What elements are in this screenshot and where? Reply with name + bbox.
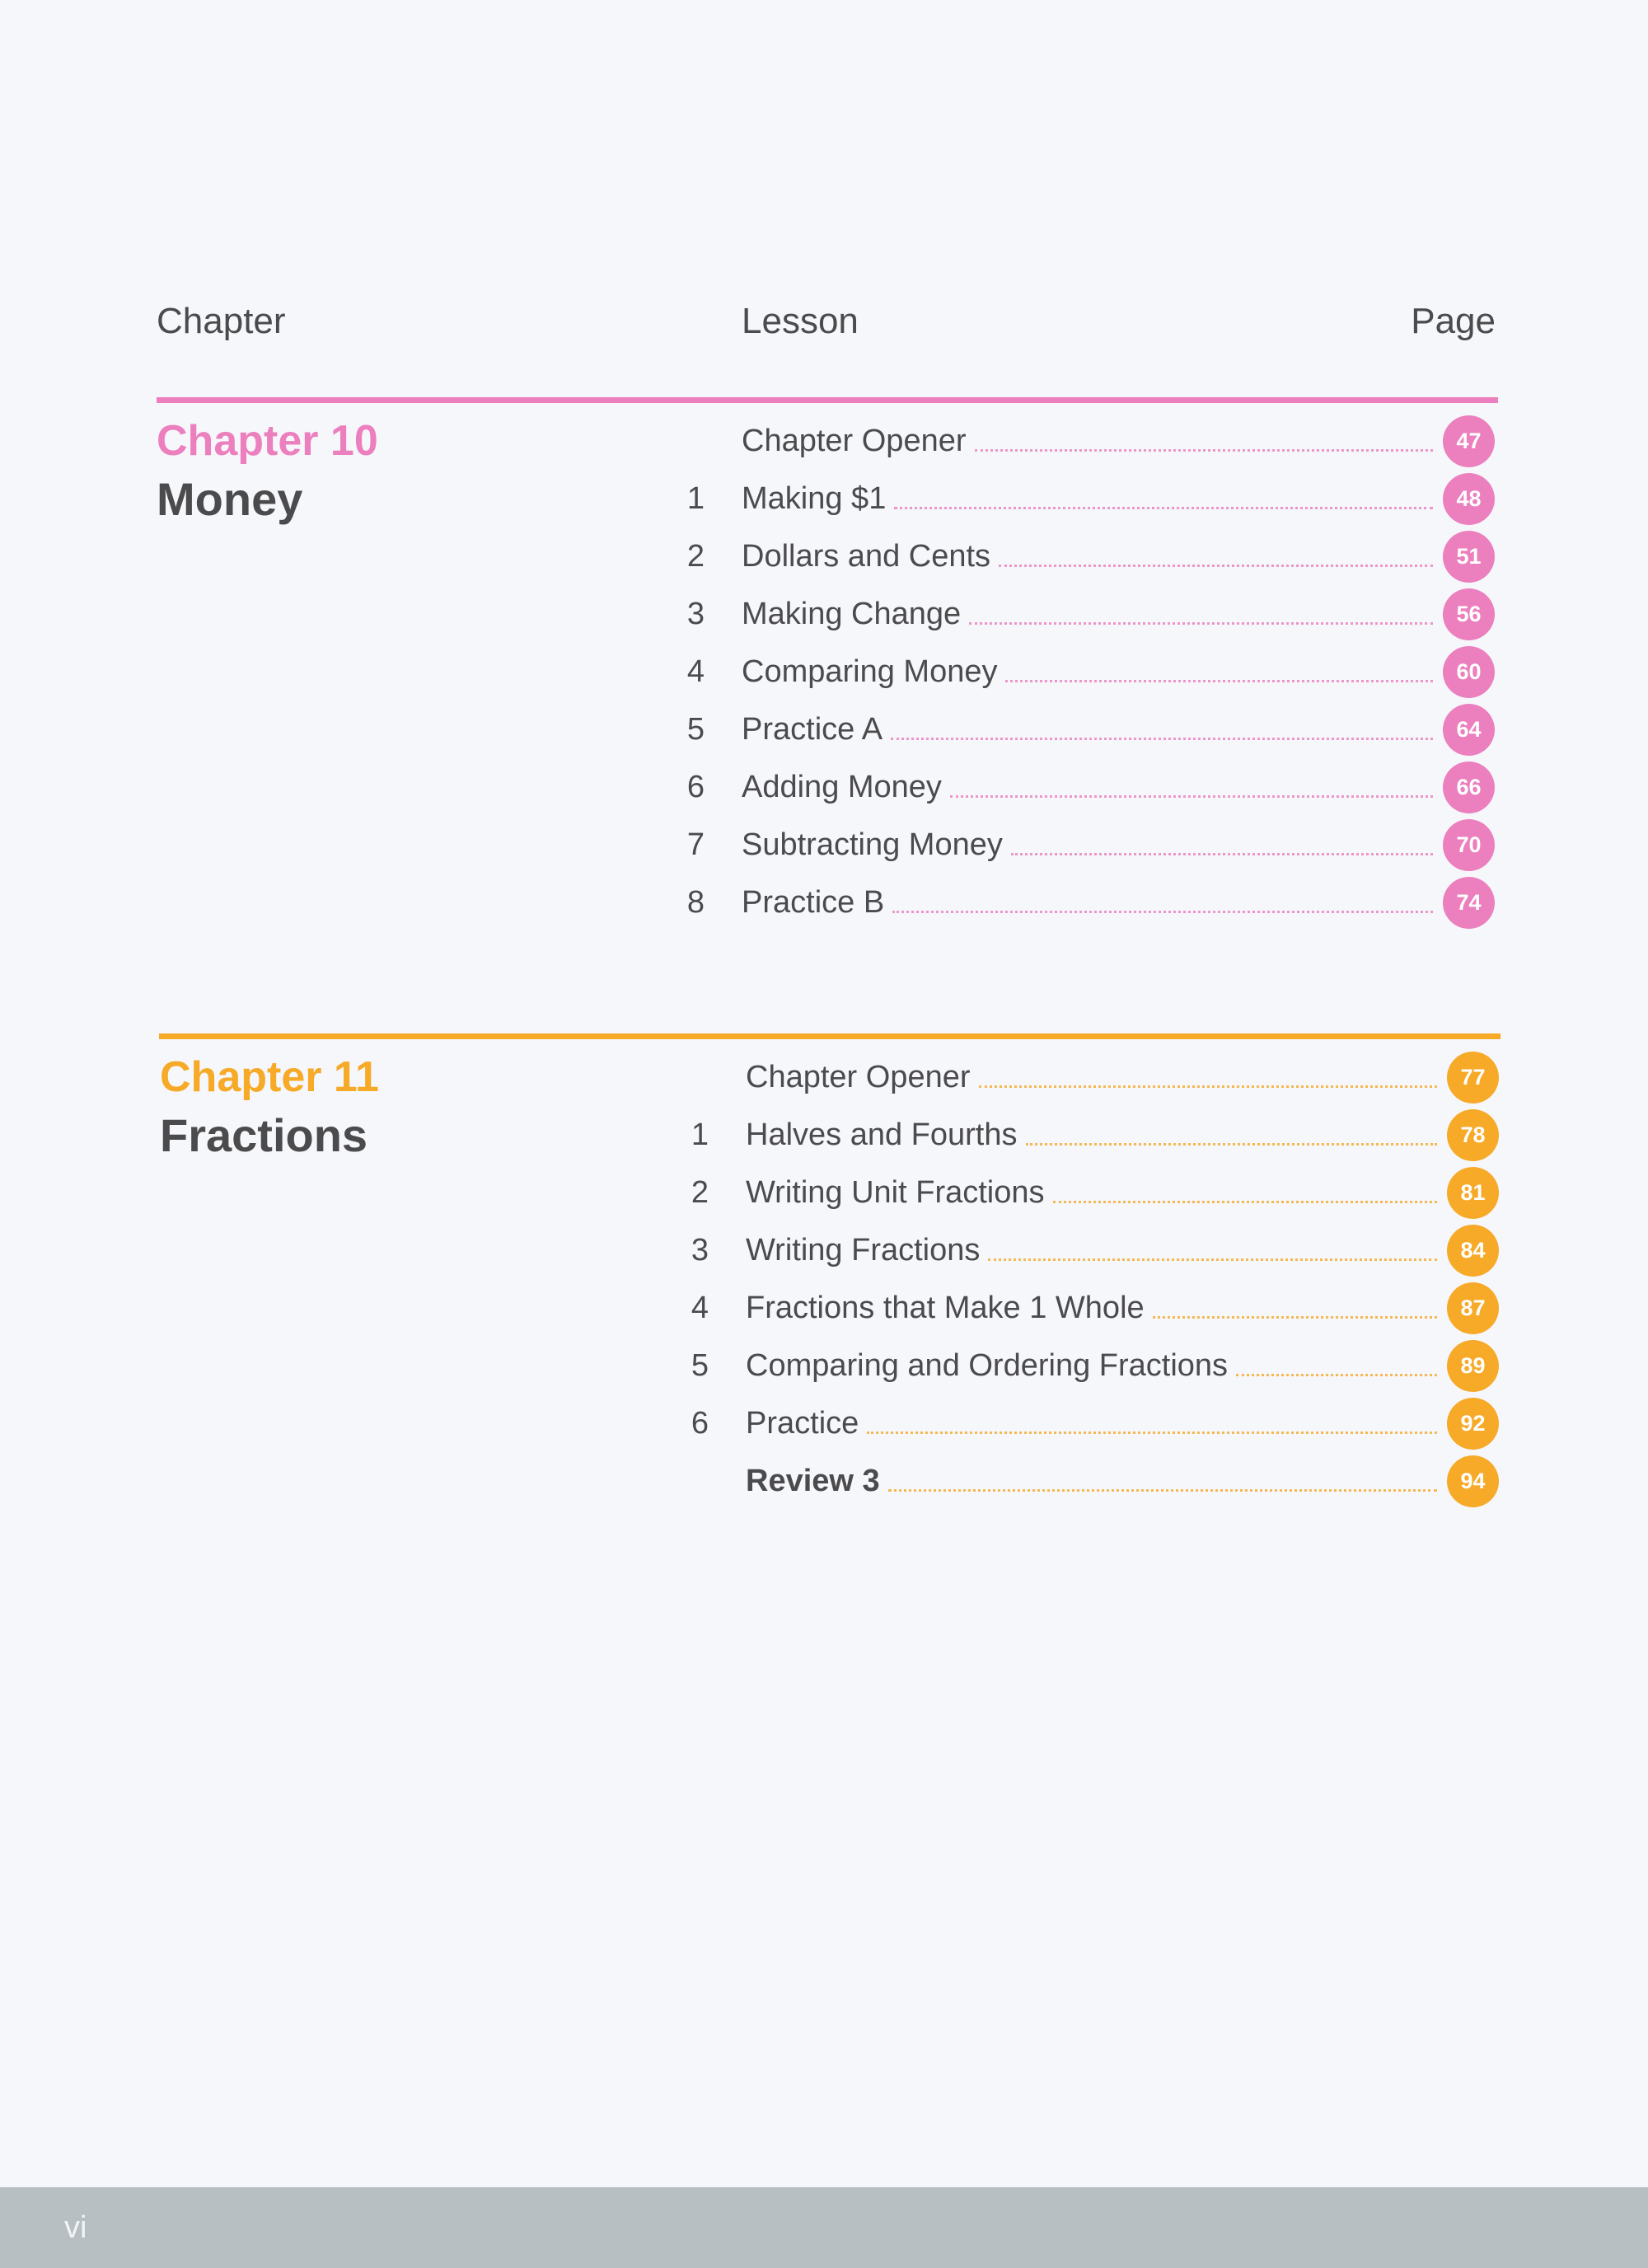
lesson-link[interactable] (742, 527, 1433, 585)
toc-entry[interactable] (0, 470, 1648, 527)
lesson-number: 5 (691, 1348, 709, 1383)
lesson-link[interactable] (746, 1164, 1437, 1221)
page-badge: 87 (1447, 1282, 1499, 1334)
page-badge: 64 (1443, 704, 1495, 756)
lesson-title: Adding Money (742, 770, 942, 804)
dot-leader (1026, 1143, 1438, 1146)
lesson-title: Making Change (742, 597, 962, 631)
lesson-link[interactable] (746, 1221, 1437, 1279)
lesson-link[interactable] (746, 1337, 1437, 1394)
page-badge: 74 (1443, 877, 1495, 929)
page-badge: 70 (1443, 819, 1495, 871)
lesson-title: Review 3 (746, 1464, 880, 1498)
lesson-link[interactable] (742, 758, 1433, 816)
lesson-title: Comparing and Ordering Fractions (746, 1348, 1229, 1383)
lesson-title: Writing Fractions (746, 1233, 981, 1268)
toc-entry[interactable] (0, 1337, 1648, 1394)
lesson-number: 5 (686, 712, 705, 747)
toc-entry[interactable] (0, 701, 1648, 758)
toc-entry[interactable] (0, 1164, 1648, 1221)
lesson-title: Chapter Opener (746, 1060, 971, 1094)
dot-leader (969, 622, 1433, 625)
lesson-title: Practice (746, 1406, 859, 1441)
chapter-divider (159, 1033, 1501, 1039)
dot-leader (891, 738, 1433, 740)
lesson-title: Dollars and Cents (742, 539, 991, 574)
lesson-number: 1 (691, 1118, 709, 1152)
header-page: Page (1411, 301, 1496, 341)
lesson-link[interactable] (742, 643, 1433, 701)
lesson-number: 7 (686, 827, 705, 862)
chapter-number: Chapter 11 (160, 1053, 379, 1101)
page-badge: 47 (1443, 415, 1495, 467)
dot-leader (867, 1432, 1437, 1434)
dot-leader (1011, 853, 1433, 855)
dot-leader (1236, 1374, 1437, 1376)
dot-leader (950, 795, 1433, 798)
page-badge: 84 (1447, 1225, 1499, 1277)
lesson-number: 6 (686, 770, 705, 804)
lesson-number: 3 (686, 597, 705, 631)
page-badge: 66 (1443, 761, 1495, 813)
page-badge: 78 (1447, 1109, 1499, 1161)
lesson-title: Comparing Money (742, 654, 998, 689)
lesson-number: 1 (686, 481, 705, 516)
page-badge: 60 (1443, 646, 1495, 698)
dot-leader (1005, 680, 1433, 682)
lesson-title: Practice B (742, 885, 885, 920)
toc-entry[interactable] (0, 527, 1648, 585)
lesson-number: 6 (691, 1406, 709, 1441)
dot-leader (979, 1085, 1438, 1088)
lesson-link[interactable] (746, 1394, 1437, 1452)
toc-entry[interactable] (0, 758, 1648, 816)
dot-leader (894, 507, 1433, 509)
lesson-link[interactable] (742, 701, 1433, 758)
lesson-link[interactable] (742, 585, 1433, 643)
lesson-link[interactable] (746, 1106, 1437, 1164)
toc-entry[interactable] (0, 643, 1648, 701)
dot-leader (1153, 1316, 1437, 1319)
lesson-number: 3 (691, 1233, 709, 1268)
toc-entry[interactable] (0, 1279, 1648, 1337)
toc-entry[interactable] (0, 1221, 1648, 1279)
page-badge: 92 (1447, 1398, 1499, 1450)
page-number: vi (64, 2210, 87, 2245)
lesson-title: Practice A (742, 712, 883, 747)
page-badge: 94 (1447, 1455, 1499, 1507)
chapter-title: Fractions (160, 1109, 368, 1161)
toc-entry[interactable] (0, 1106, 1648, 1164)
lesson-number: 2 (686, 539, 705, 574)
toc-entry[interactable] (0, 1394, 1648, 1452)
page-badge: 51 (1443, 531, 1495, 583)
chapter-number: Chapter 10 (157, 417, 378, 465)
toc-entry[interactable] (0, 412, 1648, 470)
lesson-number: 8 (686, 885, 705, 920)
toc-entry[interactable] (0, 1048, 1648, 1106)
page-badge: 48 (1443, 473, 1495, 525)
header-lesson: Lesson (742, 301, 859, 341)
toc-entry[interactable] (0, 816, 1648, 874)
page-badge: 77 (1447, 1052, 1499, 1104)
toc-entry[interactable] (0, 585, 1648, 643)
lesson-title: Subtracting Money (742, 827, 1003, 862)
page-badge: 56 (1443, 588, 1495, 640)
lesson-title: Halves and Fourths (746, 1118, 1018, 1152)
lesson-link[interactable] (746, 1452, 1437, 1510)
dot-leader (999, 565, 1433, 567)
lesson-number: 2 (691, 1175, 709, 1210)
footer-bar (0, 2187, 1648, 2268)
lesson-link[interactable] (746, 1048, 1437, 1106)
lesson-title: Making $1 (742, 481, 887, 516)
dot-leader (1053, 1201, 1437, 1203)
lesson-link[interactable] (742, 874, 1433, 931)
lesson-link[interactable] (742, 816, 1433, 874)
lesson-number: 4 (686, 654, 705, 689)
lesson-title: Writing Unit Fractions (746, 1175, 1045, 1210)
dot-leader (888, 1489, 1437, 1492)
lesson-link[interactable] (746, 1279, 1437, 1337)
chapter-title: Money (157, 473, 303, 525)
lesson-title: Chapter Opener (742, 424, 967, 458)
dot-leader (988, 1258, 1437, 1261)
lesson-title: Fractions that Make 1 Whole (746, 1291, 1145, 1325)
toc-entry[interactable] (0, 874, 1648, 931)
lesson-link[interactable] (742, 412, 1433, 470)
page-badge: 89 (1447, 1340, 1499, 1392)
toc-entry[interactable] (0, 1452, 1648, 1510)
dot-leader (975, 449, 1434, 452)
lesson-number: 4 (691, 1291, 709, 1325)
dot-leader (892, 911, 1433, 913)
chapter-divider (157, 397, 1498, 403)
page-badge: 81 (1447, 1167, 1499, 1219)
lesson-link[interactable] (742, 470, 1433, 527)
header-chapter: Chapter (157, 301, 286, 341)
